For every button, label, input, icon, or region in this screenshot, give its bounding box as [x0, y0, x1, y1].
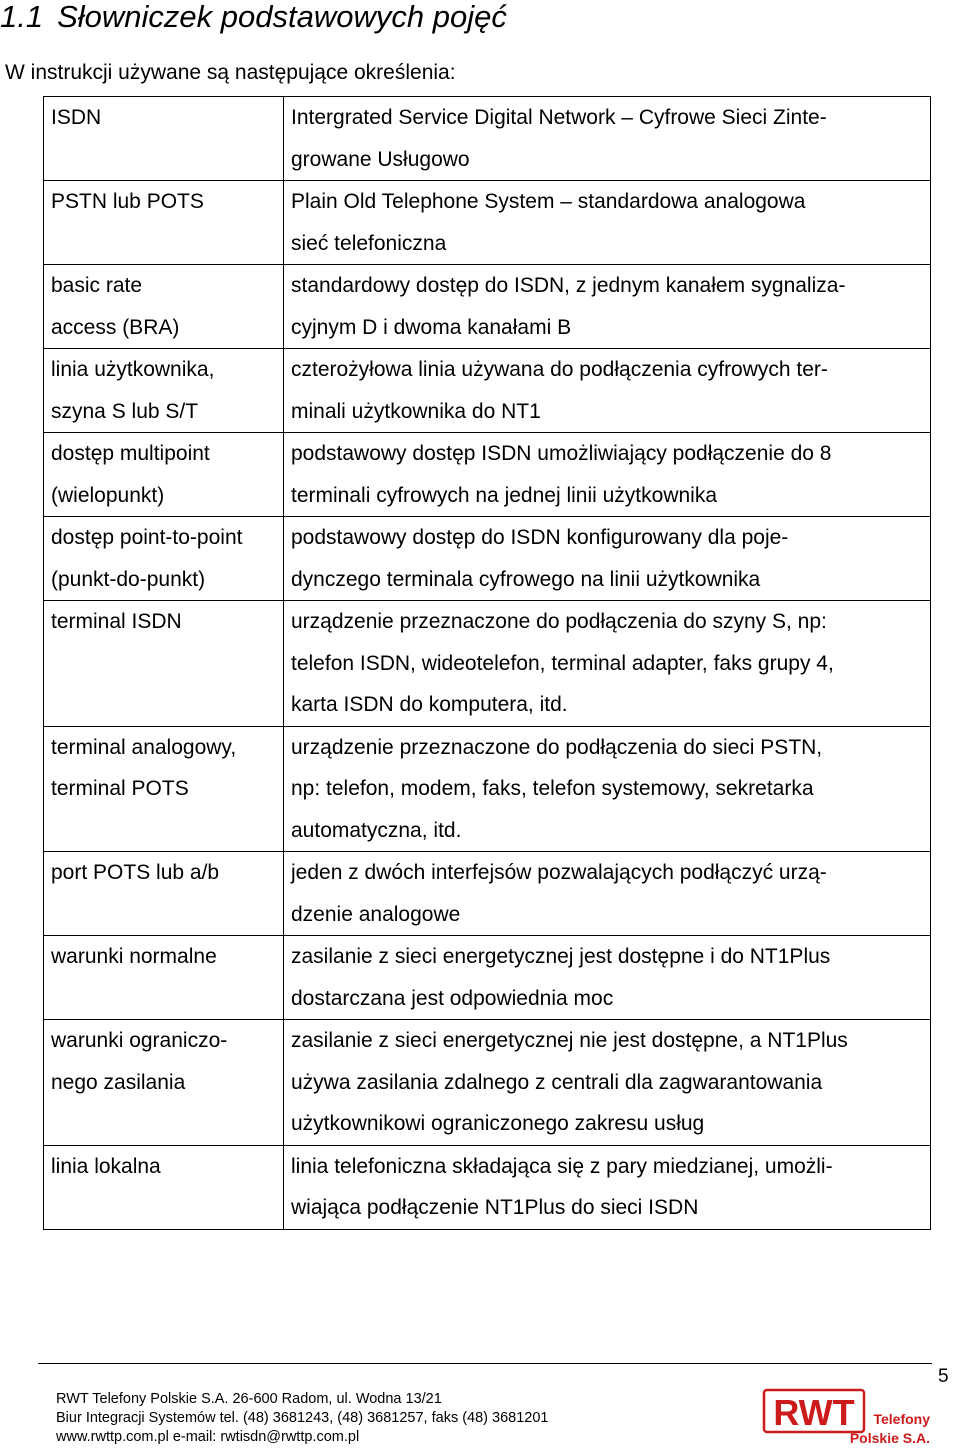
rwt-logo	[762, 1386, 932, 1448]
glossary-row	[44, 349, 931, 433]
footer-web: www.rwttp.com.pl e-mail: rwtisdn@rwttp.com.pl	[56, 1429, 360, 1445]
glossary-definition: zasilanie z sieci energetycznej nie jest dostępne, a NT1Plus używa zasilania zdalnego z centrali dla zagwarantowania użytkownikowi ograniczonego zakresu usług	[284, 1020, 931, 1146]
glossary-row	[44, 726, 931, 852]
glossary-definition: Intergrated Service Digital Network – Cyfrowe Sieci Zinte- growane Usługowo	[284, 97, 931, 181]
glossary-term: terminal analogowy, terminal POTS	[44, 726, 284, 852]
glossary-row	[44, 433, 931, 517]
glossary-term: port POTS lub a/b	[44, 852, 284, 936]
glossary-term: PSTN lub POTS	[44, 181, 284, 265]
glossary-term: warunki ograniczo- nego zasilania	[44, 1020, 284, 1146]
glossary-definition: jeden z dwóch interfejsów pozwalających podłączyć urzą- dzenie analogowe	[284, 852, 931, 936]
glossary-definition: standardowy dostęp do ISDN, z jednym kanałem sygnaliza- cyjnym D i dwoma kanałami B	[284, 265, 931, 349]
glossary-term: dostęp multipoint (wielopunkt)	[44, 433, 284, 517]
glossary-term: linia lokalna	[44, 1145, 284, 1229]
glossary-term: ISDN	[44, 97, 284, 181]
glossary-definition: zasilanie z sieci energetycznej jest dostępne i do NT1Plus dostarczana jest odpowiednia moc	[284, 936, 931, 1020]
glossary-row	[44, 601, 931, 727]
logo-line2: Polskie S.A.	[849, 1430, 930, 1446]
glossary-definition: urządzenie przeznaczone do podłączenia do sieci PSTN, np: telefon, modem, faks, telefon systemowy, sekretarka automatyczna, itd.	[284, 726, 931, 852]
glossary-body	[44, 97, 931, 1230]
footer-divider	[38, 1363, 932, 1364]
glossary-row	[44, 936, 931, 1020]
glossary-definition: Plain Old Telephone System – standardowa analogowa sieć telefoniczna	[284, 181, 931, 265]
footer-phone: Biur Integracji Systemów tel. (48) 3681243, (48) 3681257, faks (48) 3681201	[56, 1410, 549, 1426]
glossary-row	[44, 265, 931, 349]
section-heading	[0, 0, 507, 34]
footer-address: RWT Telefony Polskie S.A. 26-600 Radom, ul. Wodna 13/21	[56, 1391, 442, 1407]
glossary-definition: czterożyłowa linia używana do podłączenia cyfrowych ter- minali użytkownika do NT1	[284, 349, 931, 433]
page-number: 5	[938, 1366, 949, 1387]
glossary-row	[44, 1020, 931, 1146]
logo-letters: RWT	[773, 1392, 855, 1433]
glossary-definition: podstawowy dostęp do ISDN konfigurowany dla poje- dynczego terminala cyfrowego na linii użytkownika	[284, 517, 931, 601]
logo-line1: Telefony	[873, 1411, 930, 1427]
glossary-row	[44, 1145, 931, 1229]
glossary-definition: urządzenie przeznaczone do podłączenia do szyny S, np: telefon ISDN, wideotelefon, terminal adapter, faks grupy 4, karta ISDN do komputera, itd.	[284, 601, 931, 727]
intro-text: W instrukcji używane są następujące określenia:	[5, 61, 456, 84]
glossary-row	[44, 181, 931, 265]
glossary-term: linia użytkownika, szyna S lub S/T	[44, 349, 284, 433]
glossary-term: terminal ISDN	[44, 601, 284, 727]
glossary-definition: podstawowy dostęp ISDN umożliwiający podłączenie do 8 terminali cyfrowych na jednej linii użytkownika	[284, 433, 931, 517]
glossary-row	[44, 97, 931, 181]
glossary-term: basic rate access (BRA)	[44, 265, 284, 349]
section-number: 1.1	[0, 0, 44, 34]
footer-contact	[56, 1390, 548, 1447]
glossary-row	[44, 517, 931, 601]
glossary-term: warunki normalne	[44, 936, 284, 1020]
glossary-table	[43, 96, 931, 1230]
section-title: Słowniczek podstawowych pojęć	[57, 0, 507, 34]
glossary-definition: linia telefoniczna składająca się z pary miedzianej, umożli- wiająca podłączenie NT1Plus do sieci ISDN	[284, 1145, 931, 1229]
glossary-term: dostęp point-to-point (punkt-do-punkt)	[44, 517, 284, 601]
glossary-row	[44, 852, 931, 936]
